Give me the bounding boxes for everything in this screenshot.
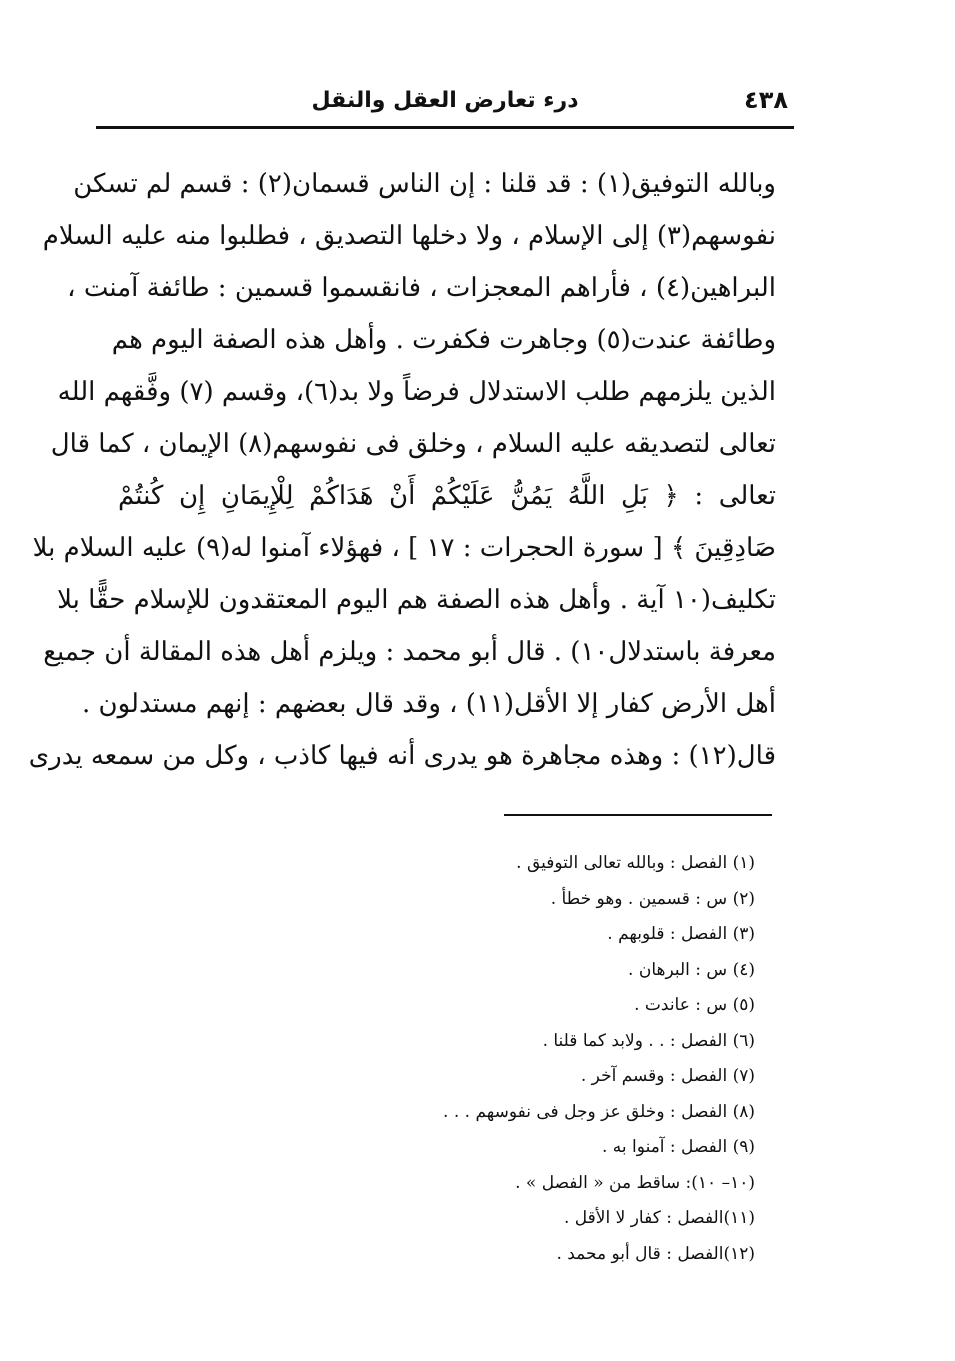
footnote: (١) الفصل : وبالله تعالى التوفيق . [516, 853, 755, 873]
text-line: وبالله التوفيق(١) : قد قلنا : إن الناس قسمان(٢) : قسم لم تسكن [73, 169, 776, 199]
footnote: (٣) الفصل : قلوبهم . [607, 924, 755, 944]
footnote: (٦) الفصل : . . ولابد كما قلنا . [542, 1030, 755, 1051]
footnote: (٤) س : البرهان . [628, 959, 755, 980]
text-line: وطائفة عندت(٥) وجاهرت فكفرت . وأهل هذه الصفة اليوم هم [111, 325, 776, 355]
footnote-separator [504, 814, 772, 816]
page-number: ٤٣٨ [744, 86, 788, 114]
text-line: أهل الأرض كفار إلا الأقل(١١) ، وقد قال بعضهم : إنهم مستدلون . [81, 689, 776, 719]
text-line: البراهين(٤) ، فأراهم المعجزات ، فانقسموا قسمين : طائفة آمنت ، [67, 273, 776, 303]
text-line: الذين يلزمهم طلب الاستدلال فرضاً ولا بد(٦)، وقسم (٧) وفَّقهم الله [57, 377, 776, 407]
text-line: تعالى لتصديقه عليه السلام ، وخلق فى نفوسهم(٨) الإيمان ، كما قال [50, 429, 776, 459]
footnote: (٩) الفصل : آمنوا به . [602, 1137, 755, 1157]
footnotes [443, 846, 755, 1272]
footnote: (٢) س : قسمين . وهو خطأ . [550, 888, 755, 909]
text-line: تعالى : ﴿ بَلِ اللَّهُ يَمُنُّ عَلَيْكُمْ أَنْ هَدَاكُمْ لِلْإِيمَانِ إِن كُنتُمْ [118, 481, 776, 511]
footnote: (١٢)الفصل : قال أبو محمد . [556, 1243, 755, 1264]
page-header [96, 78, 794, 122]
footnote: (٧) الفصل : وقسم آخر . [580, 1066, 755, 1086]
footnote: (١١)الفصل : كفار لا الأقل . [563, 1208, 755, 1228]
footnote: (١٠– ١٠): ساقط من « الفصل » . [515, 1172, 755, 1193]
running-title: درء تعارض العقل والنقل [311, 88, 579, 113]
header-rule [96, 126, 794, 129]
text-line: صَادِقِينَ ﴾ [ سورة الحجرات : ١٧ ] ، فهؤلاء آمنوا له(٩) عليه السلام بلا [32, 533, 776, 563]
text-line: تكليف(١٠ آية . وأهل هذه الصفة هم اليوم المعتقدون للإسلام حقًّا بلا [57, 585, 776, 615]
main-text [28, 158, 776, 782]
footnote: (٨) الفصل : وخلق عز وجل فى نفوسهم . . . [443, 1101, 755, 1122]
text-line: نفوسهم(٣) إلى الإسلام ، ولا دخلها التصديق ، فطلبوا منه عليه السلام [42, 221, 776, 251]
text-line: قال(١٢) : وهذه مجاهرة هو يدرى أنه فيها كاذب ، وكل من سمعه يدرى [28, 741, 776, 771]
footnote: (٥) س : عاندت . [634, 995, 755, 1015]
text-line: معرفة باستدلال١٠) . قال أبو محمد : ويلزم أهل هذه المقالة أن جميع [43, 637, 776, 667]
